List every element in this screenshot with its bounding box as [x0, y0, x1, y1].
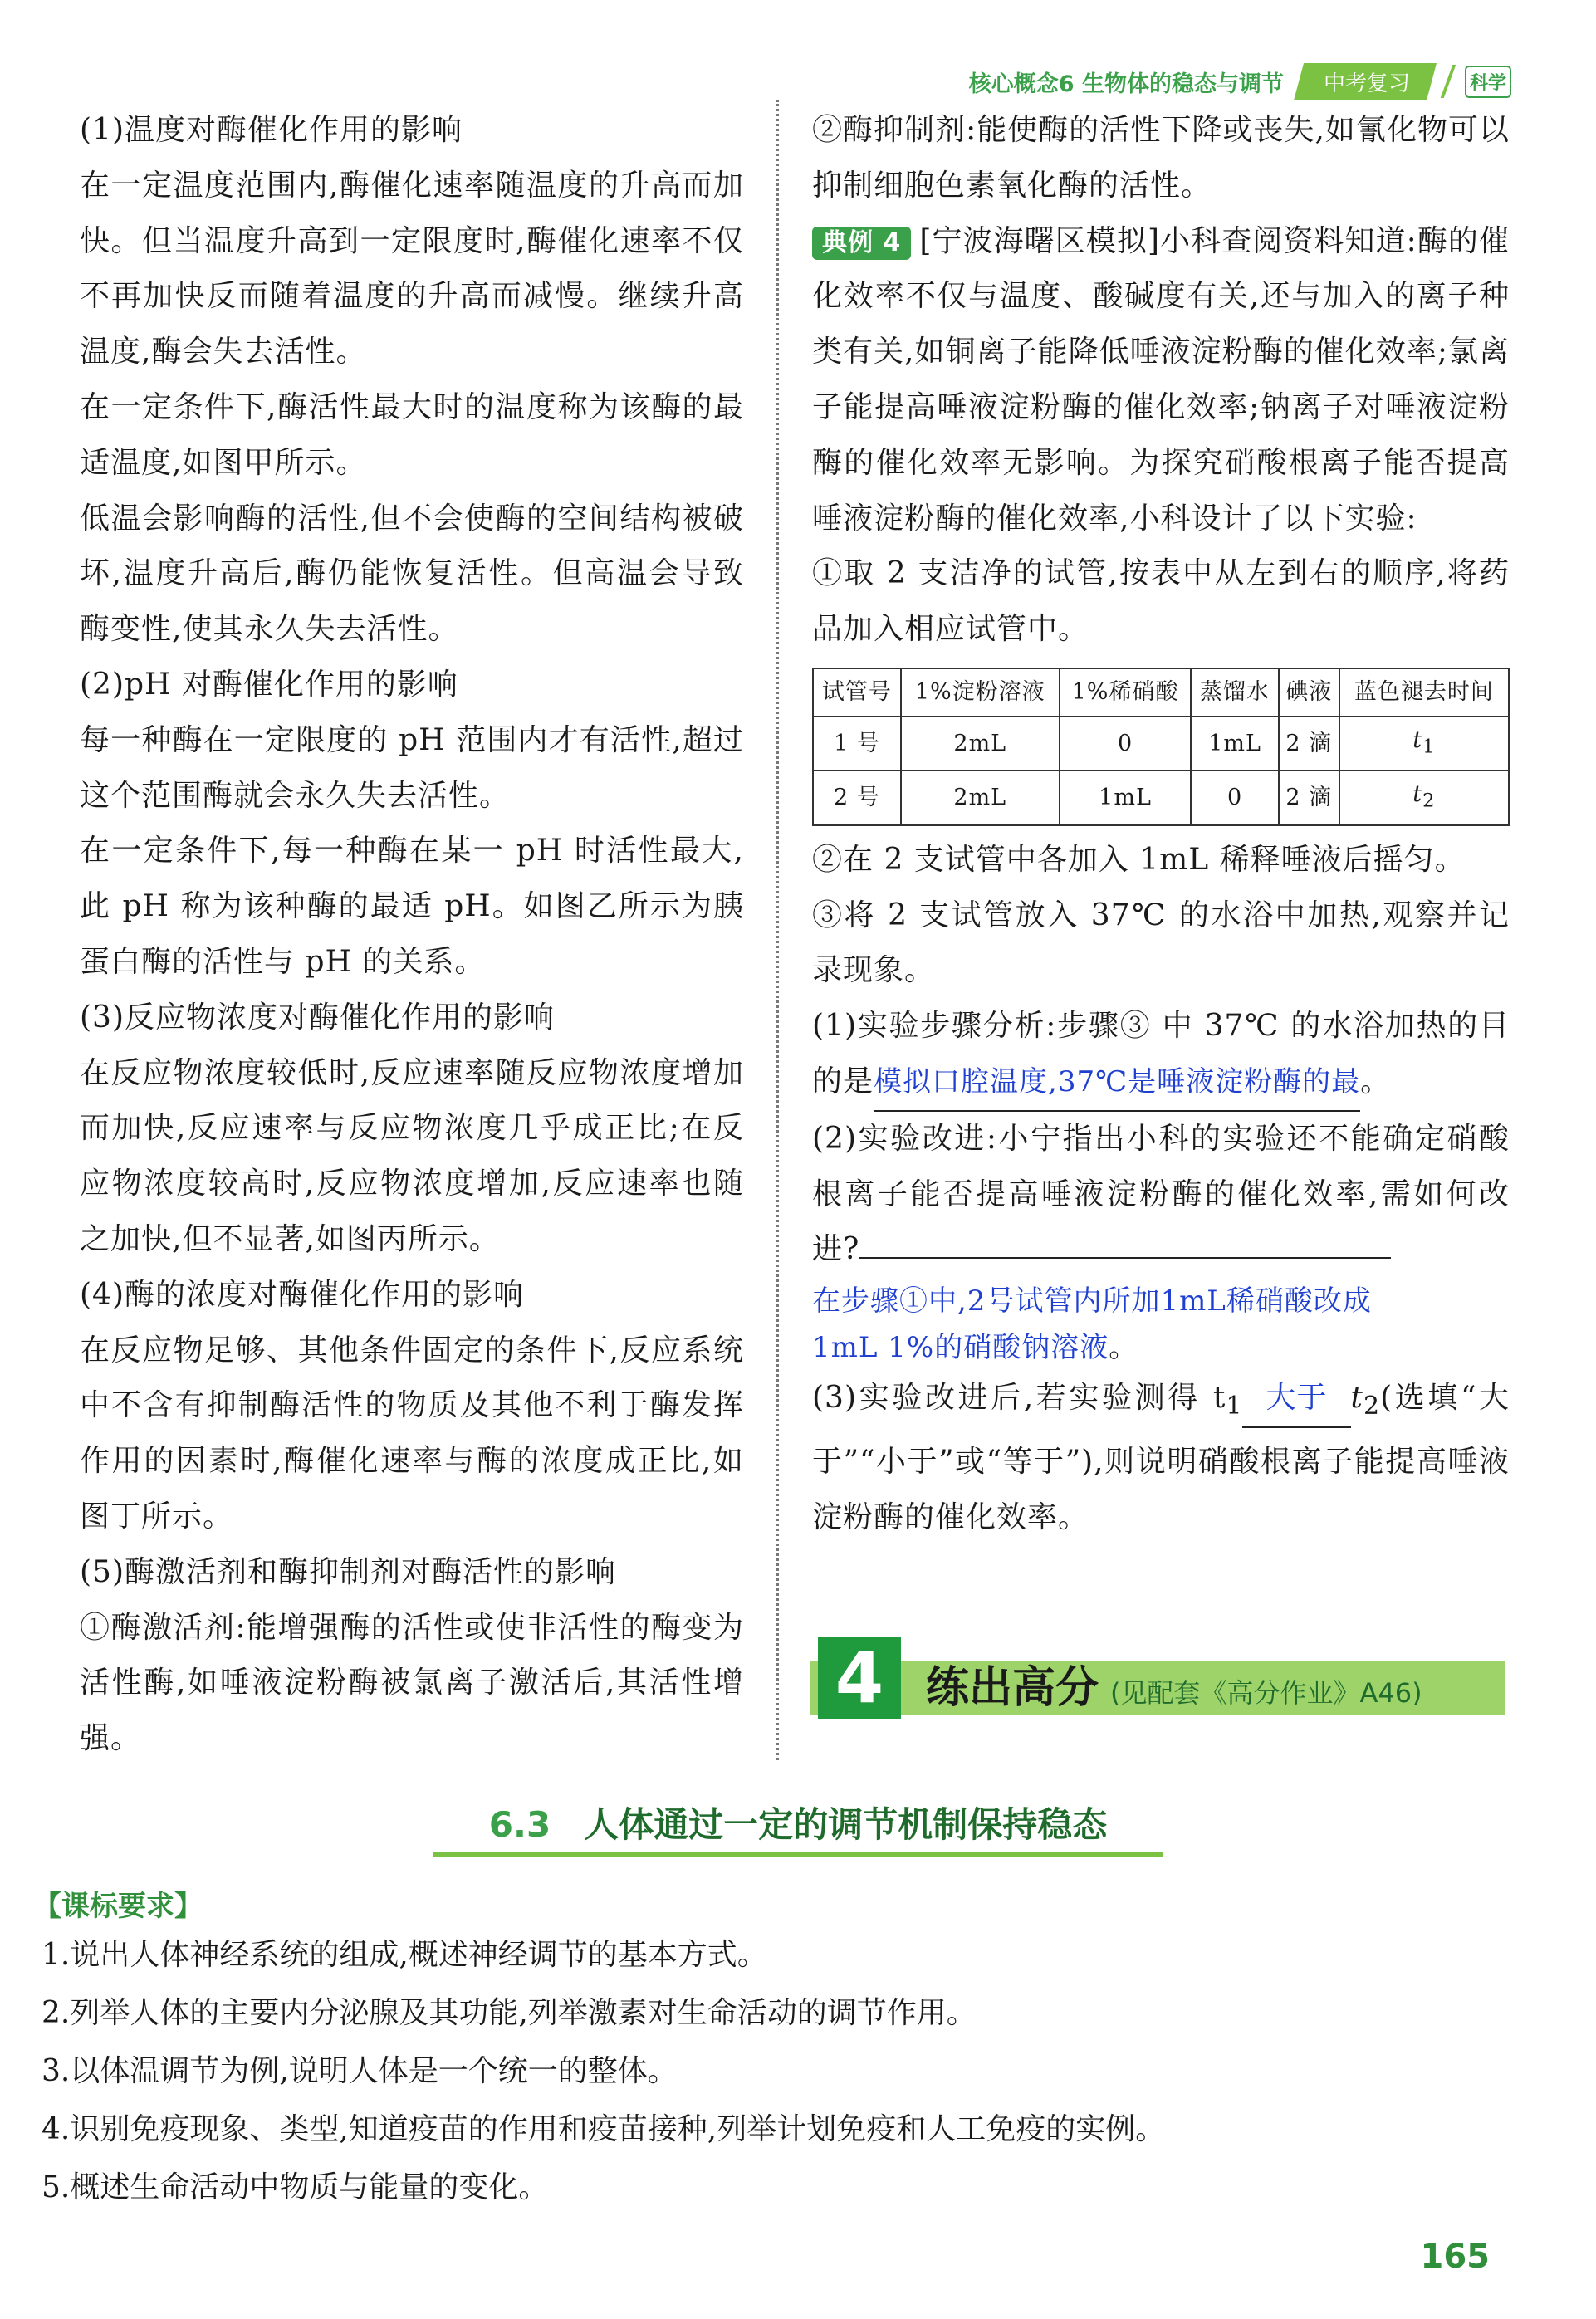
table-header: 1%淀粉溶液	[901, 668, 1060, 717]
banner-number: 4	[818, 1637, 901, 1719]
table-cell: 1 号	[813, 717, 901, 771]
section-number: 6.3	[488, 1804, 551, 1845]
table-row	[813, 771, 1509, 824]
requirements-list	[42, 1926, 1520, 2217]
list-item: 3.以体温调节为例,说明人体是一个统一的整体。	[42, 2054, 678, 2088]
table-header: 蒸馏水	[1191, 668, 1279, 717]
table-cell: 2mL	[901, 771, 1060, 824]
list-item: 4.识别免疫现象、类型,知道疫苗的作用和疫苗接种,列举计划免疫和人工免疫的实例。	[42, 2112, 1166, 2146]
step-2: ②在 2 支试管中各加入 1mL 稀释唾液后摇匀。	[812, 842, 1466, 877]
heading-ph: (2)pH 对酶催化作用的影响	[80, 667, 458, 702]
example-tag: 典例 4	[812, 227, 911, 260]
paragraph: 在反应物足够、其他条件固定的条件下,反应系统中不含有抑制酶活性的物质及其他不利于酶发挥作用的因素时,酶催化速率与酶的浓度成正比,如图丁所示。	[80, 1333, 744, 1534]
paragraph: 每一种酶在一定限度的 pH 范围内才有活性,超过这个范围酶就会永久失去活性。	[80, 722, 744, 813]
table-cell: 2 号	[813, 771, 901, 824]
table-cell: 0	[1060, 717, 1191, 771]
list-item: 5.概述生命活动中物质与能量的变化。	[42, 2170, 549, 2204]
paragraph: 在一定温度范围内,酶催化速率随温度的升高而加快。但当温度升高到一定限度时,酶催化速率不仅不再加快反而随着温度的升高而减慢。继续升高温度,酶会失去活性。	[80, 168, 744, 369]
paragraph: ①酶激活剂:能增强酶的活性或使非活性的酶变为活性酶,如唾液淀粉酶被氯离子激活后,其活性增强。	[80, 1610, 744, 1756]
paragraph: 在一定条件下,酶活性最大时的温度称为该酶的最适温度,如图甲所示。	[80, 389, 744, 480]
answer-2: 在步骤①中,2号试管内所加1mL稀硝酸改成 1mL 1%的硝酸钠溶液。	[812, 1284, 1372, 1365]
paragraph-inhibitor: ②酶抑制剂:能使酶的活性下降或丧失,如氰化物可以抑制细胞色素氧化酶的活性。	[812, 113, 1510, 203]
table-cell: 2mL	[901, 717, 1060, 771]
heading-enzyme-concentration: (4)酶的浓度对酶催化作用的影响	[80, 1277, 524, 1312]
requirements-heading: 【课标要求】	[33, 1890, 203, 1923]
paragraph: 低温会影响酶的活性,但不会使酶的空间结构被破坏,温度升高后,酶仍能恢复活性。但高温会导致酶变性,使其永久失去活性。	[80, 501, 744, 647]
table-cell: 0	[1191, 771, 1279, 824]
experiment-table	[812, 668, 1510, 826]
example-text: 小科查阅资料知道:酶的催化效率不仅与温度、酸碱度有关,还与加入的离子种类有关,如铜离子能降低唾液淀粉酶的催化效率;氯离子能提高唾液淀粉酶的催化效率;钠离子对唾液淀粉酶的催化效率无影响。为探究硝酸根离子能否提高唾液淀粉酶的催化效率,小科设计了以下实验:	[812, 223, 1510, 536]
table-header-row	[813, 668, 1509, 717]
heading-substrate: (3)反应物浓度对酶催化作用的影响	[80, 1000, 555, 1035]
answer-3: 大于	[1242, 1371, 1350, 1428]
question-3: (3)实验改进后,若实验测得 $t_1$ 大于 $t_2$(选填“大于”“小于”或“等于”),则说明硝酸根离子能提高唾液淀粉酶的催化效率。	[812, 1371, 1510, 1546]
heading-activator-inhibitor: (5)酶激活剂和酶抑制剂对酶活性的影响	[80, 1554, 616, 1589]
table-header: 1%稀硝酸	[1060, 668, 1191, 717]
table-cell: 1mL	[1191, 717, 1279, 771]
list-item: 2.列举人体的主要内分泌腺及其功能,列举激素对生命活动的调节作用。	[42, 1996, 977, 2030]
answer-1: 模拟口腔温度,37℃是唾液淀粉酶的最	[874, 1054, 1360, 1112]
step-1: ①取 2 支洁净的试管,按表中从左到右的顺序,将药品加入相应试管中。	[812, 556, 1510, 647]
practice-banner	[810, 1637, 1505, 1720]
table-header: 碘液	[1279, 668, 1339, 717]
divider-slash	[1441, 65, 1456, 98]
section-title	[0, 1798, 1596, 1857]
page-number: 165	[1420, 2238, 1490, 2276]
step-3: ③将 2 支试管放入 37℃ 的水浴中加热,观察并记录现象。	[812, 898, 1510, 988]
table-cell: 2 滴	[1279, 771, 1339, 824]
table-cell: $t_1$	[1339, 717, 1509, 771]
section-heading: 人体通过一定的调节机制保持稳态	[584, 1804, 1108, 1845]
banner-note: (见配套《高分作业》A46)	[1110, 1677, 1422, 1709]
question-2: (2)实验改进:小宁指出小科的实验还不能确定硝酸根离子能否提高唾液淀粉酶的催化效率,需如何改进?	[812, 1121, 1510, 1267]
table-cell: $t_2$	[1339, 771, 1509, 824]
page-header	[969, 58, 1511, 105]
right-column	[812, 103, 1510, 1546]
table-cell: 2 滴	[1279, 717, 1339, 771]
banner-title: 练出高分 (见配套《高分作业》A46)	[926, 1663, 1422, 1713]
paragraph: 在一定条件下,每一种酶在某一 pH 时活性最大,此 pH 称为该种酶的最适 pH。如图乙所示为胰蛋白酶的活性与 pH 的关系。	[80, 834, 744, 979]
left-column	[80, 103, 744, 1767]
heading-temperature: (1)温度对酶催化作用的影响	[80, 113, 463, 147]
example-paragraph	[812, 214, 1510, 547]
example-source: [宁波海曙区模拟]	[919, 223, 1160, 258]
table-cell: 1mL	[1060, 771, 1191, 824]
question-1: (1)实验步骤分析:步骤③ 中 37℃ 的水浴加热的目的是模拟口腔温度,37℃是唾液淀粉酶的最。	[812, 999, 1510, 1112]
paragraph: 在反应物浓度较低时,反应速率随反应物浓度增加而加快,反应速率与反应物浓度几乎成正比;在反应物浓度较高时,反应物浓度增加,反应速率也随之加快,但不显著,如图丙所示。	[80, 1055, 744, 1256]
list-item: 1.说出人体神经系统的组成,概述神经调节的基本方式。	[42, 1938, 767, 1972]
section-underline	[433, 1852, 1163, 1857]
column-divider	[776, 100, 779, 1760]
table-header: 蓝色褪去时间	[1339, 668, 1509, 717]
chapter-title: 核心概念6 生物体的稳态与调节	[968, 71, 1284, 97]
review-badge: 中考复习	[1294, 63, 1437, 100]
table-row	[813, 717, 1509, 771]
table-header: 试管号	[813, 668, 901, 717]
subject-badge: 科学	[1465, 66, 1511, 98]
